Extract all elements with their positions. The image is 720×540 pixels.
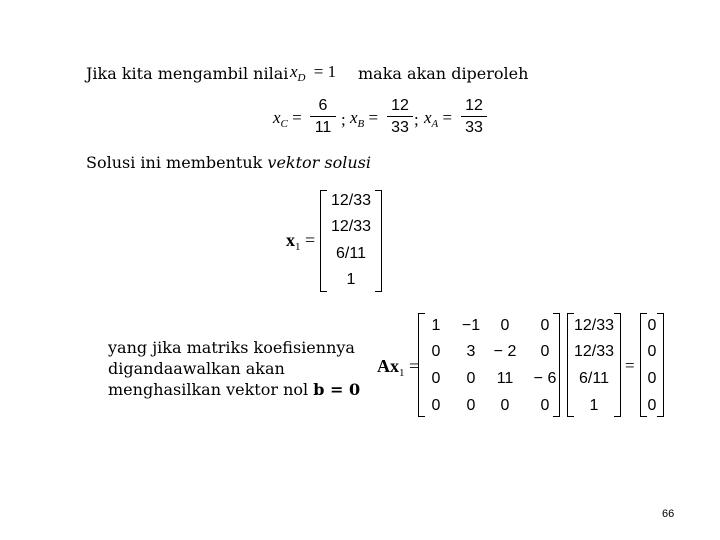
solution-entry: 12/33 bbox=[330, 218, 372, 235]
matrix-entry: 0 bbox=[466, 370, 476, 387]
xC-equals: = bbox=[292, 108, 302, 127]
xA-fraction bbox=[461, 98, 487, 136]
note-text bbox=[108, 337, 360, 400]
separator: ; bbox=[341, 110, 346, 129]
xC-variable: x bbox=[273, 108, 281, 127]
xC-numerator: 6 bbox=[318, 97, 328, 114]
result-entry: 0 bbox=[647, 370, 657, 387]
fraction-bar bbox=[310, 116, 336, 117]
matrix-entry: 0 bbox=[466, 397, 476, 414]
matrix-entry: 11 bbox=[496, 370, 514, 387]
xB-label bbox=[350, 108, 378, 128]
xD-subscript: D bbox=[297, 72, 306, 84]
fraction-bar bbox=[387, 116, 413, 117]
x1-variable: x bbox=[286, 230, 295, 250]
vector-x-symbol: x bbox=[390, 356, 399, 376]
product-vector-entry: 1 bbox=[589, 397, 599, 414]
product-vector-entry: 6/11 bbox=[579, 370, 609, 387]
matrix-entry: 0 bbox=[431, 343, 441, 360]
xB-equals: = bbox=[368, 108, 379, 127]
matrix-entry: − 2 bbox=[493, 343, 517, 360]
solution-entry: 12/33 bbox=[330, 192, 372, 209]
result-entry: 0 bbox=[647, 317, 657, 334]
matrix-entry: −1 bbox=[461, 317, 481, 334]
product-label bbox=[377, 356, 419, 377]
matrix-entry: 0 bbox=[431, 370, 441, 387]
matrix-entry: − 6 bbox=[533, 370, 557, 387]
matrix-entry: 0 bbox=[540, 343, 550, 360]
matrix-entry: 0 bbox=[540, 397, 550, 414]
product-equals: = bbox=[409, 356, 420, 376]
matrix-entry: 3 bbox=[466, 343, 476, 360]
matrix-entry: 1 bbox=[431, 317, 441, 334]
xA-denominator: 33 bbox=[465, 119, 483, 136]
result-entry: 0 bbox=[647, 343, 657, 360]
matrix-A-symbol: A bbox=[377, 356, 390, 376]
xC-denominator: 11 bbox=[314, 119, 332, 136]
xA-subscript: A bbox=[431, 118, 439, 130]
xB-denominator: 33 bbox=[391, 119, 409, 136]
result-intro-text: maka akan diperoleh bbox=[358, 64, 529, 83]
result-equals: = bbox=[625, 356, 635, 375]
xB-numerator: 12 bbox=[391, 97, 409, 114]
xC-subscript: C bbox=[280, 118, 288, 130]
matrix-entry: 0 bbox=[500, 317, 510, 334]
xA-equals: = bbox=[442, 108, 453, 127]
separator: ; bbox=[414, 110, 419, 129]
xC-label bbox=[273, 108, 302, 128]
solution-text-plain: Solusi ini membentuk bbox=[86, 153, 268, 172]
note-line-3: menghasilkan vektor nol bbox=[108, 380, 314, 399]
xD-equation bbox=[290, 62, 336, 82]
xB-variable: x bbox=[350, 108, 358, 127]
matrix-entry: 0 bbox=[500, 397, 510, 414]
product-vector-entry: 12/33 bbox=[573, 317, 615, 334]
page-number: 66 bbox=[662, 508, 675, 520]
solution-text bbox=[86, 153, 371, 172]
xB-subscript: B bbox=[357, 118, 365, 130]
xA-variable: x bbox=[424, 108, 432, 127]
solution-text-italic: vektor solusi bbox=[267, 153, 371, 172]
solution-entry: 6/11 bbox=[336, 245, 366, 262]
solution-vector-label bbox=[286, 230, 315, 251]
fraction-bar bbox=[461, 116, 487, 117]
intro-text: Jika kita mengambil nilai bbox=[86, 64, 289, 83]
xC-fraction bbox=[310, 98, 336, 136]
x1-equals: = bbox=[305, 230, 316, 250]
xD-variable: x bbox=[290, 62, 298, 81]
note-line-1: yang jika matriks koefisiennya bbox=[108, 338, 355, 357]
xD-value: = 1 bbox=[313, 62, 337, 81]
product-vector-entry: 12/33 bbox=[573, 343, 615, 360]
note-line-2: digandaawalkan akan bbox=[108, 359, 285, 378]
xB-fraction bbox=[387, 98, 413, 136]
zero-vector-b: b = 0 bbox=[313, 380, 361, 399]
result-entry: 0 bbox=[647, 397, 657, 414]
matrix-entry: 0 bbox=[431, 397, 441, 414]
solution-entry: 1 bbox=[346, 271, 356, 288]
x1-subscript: 1 bbox=[295, 241, 301, 253]
xA-numerator: 12 bbox=[465, 97, 483, 114]
xA-label bbox=[424, 108, 452, 128]
product-subscript: 1 bbox=[399, 367, 405, 379]
matrix-entry: 0 bbox=[540, 317, 550, 334]
